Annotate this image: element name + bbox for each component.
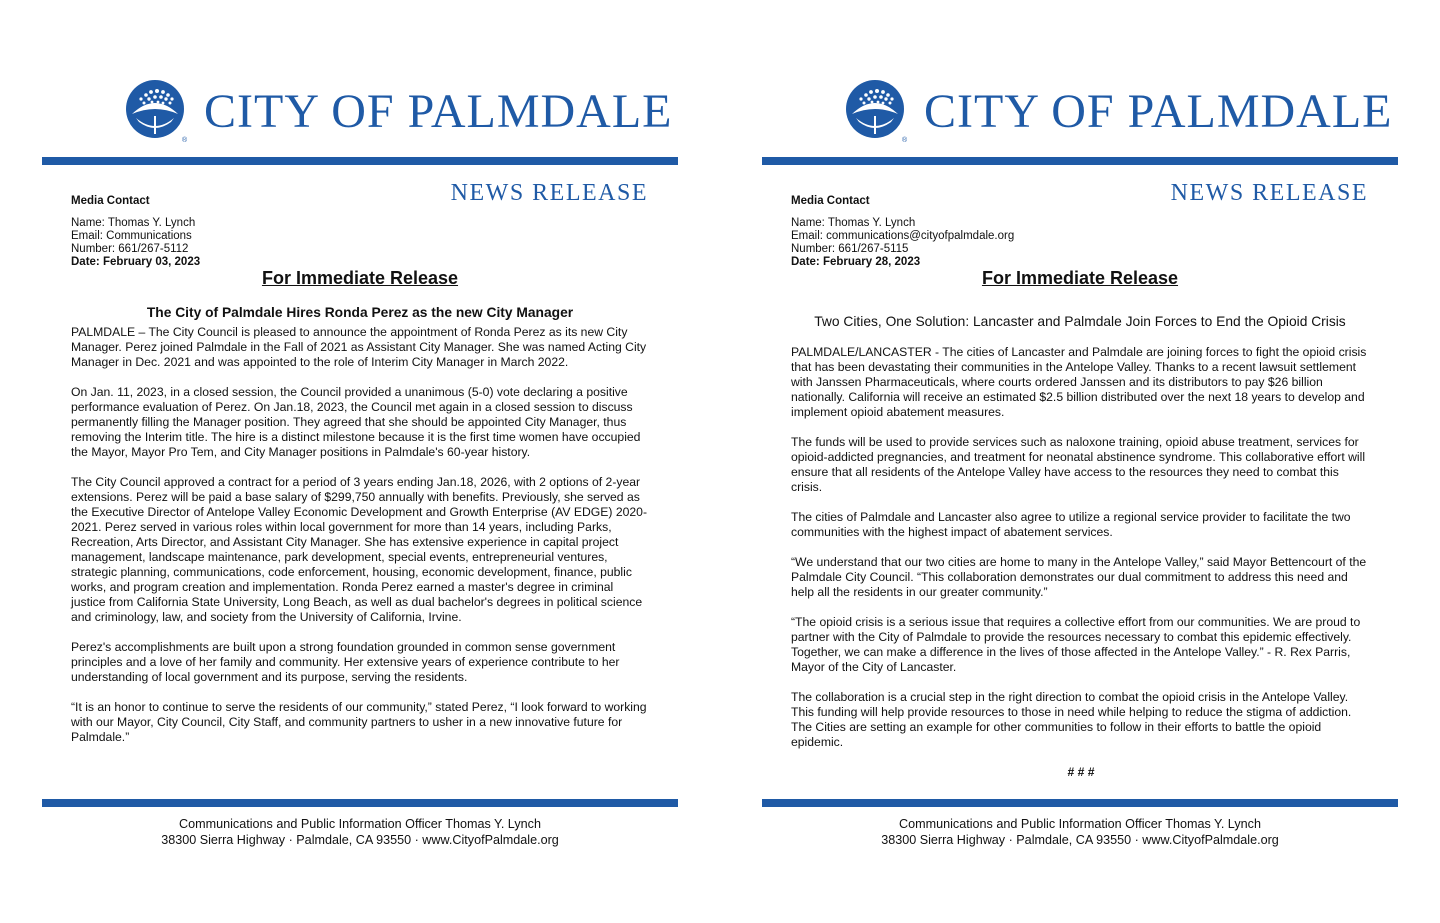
logo-wordmark	[924, 86, 1392, 138]
footer-address-line: 38300 Sierra Highway · Palmdale, CA 93550 · www.CityofPalmdale.org	[881, 833, 1279, 847]
media-contact-heading: Media Contact	[791, 195, 870, 207]
body-paragraph: PALMDALE – The City Council is pleased to announce the appointment of Ronda Perez as its new City Manager. Perez joined Palmdale in the Fall of 2021 as Assistant City Manager. She was named Acting City Manager in Dec. 2021 and was appointed to the role of Interim City Manager in March 2022.	[71, 325, 647, 369]
body-paragraph: Perez's accomplishments are built upon a strong foundation grounded in common sense government principles and a love of her family and community. Her extensive years of experience contribute to her understanding of local government and its purpose, serving the residents.	[71, 640, 620, 684]
media-contact-block	[71, 195, 411, 269]
logo-text-city-of: CITY OF	[924, 85, 1115, 138]
page-footer	[762, 816, 1398, 848]
footer-divider	[42, 799, 678, 807]
city-of-palmdale-logo	[844, 76, 1393, 148]
for-immediate-release-heading: For Immediate Release	[981, 268, 1179, 288]
media-contact-block	[791, 195, 1131, 269]
news-release-title: NEWS RELEASE	[1170, 180, 1368, 206]
contact-number: Number: 661/267-5115	[791, 243, 909, 255]
news-release-title: NEWS RELEASE	[450, 180, 648, 206]
logo-text-palmdale: PALMDALE	[1127, 85, 1393, 138]
body-paragraph: “The opioid crisis is a serious issue that requires a collective effort from our communities. We are proud to partner with the City of Palmdale to provide the resources necessary to combat this epidemic effectively. Together, we can make a difference in the lives of those affected in the Antelope Valley.” - R. Rex Parris, Mayor of the City of Lancaster.	[791, 615, 1361, 674]
header-divider	[762, 157, 1398, 165]
logo-wordmark	[204, 86, 672, 138]
body-paragraph: “It is an honor to continue to serve the residents of our community,” stated Perez, “I look forward to working with our Mayor, City Council, City Staff, and community partners to usher in a new innovative future for Palmdale.”	[71, 700, 647, 744]
footer-address-line: 38300 Sierra Highway · Palmdale, CA 93550 · www.CityofPalmdale.org	[161, 833, 559, 847]
press-release-body	[71, 325, 651, 760]
footer-divider	[762, 799, 1398, 807]
body-paragraph: On Jan. 11, 2023, in a closed session, the Council provided a unanimous (5-0) vote declaring a positive performance evaluation of Perez. On Jan.18, 2023, the Council met again in a closed session to discuss permanently filling the Manager position. They agreed that she should be appointed City Manager, thus removing the Interim title. The hire is a distinct milestone because it is the first time women have occupied the Mayor, Mayor Pro Tem, and City Manager positions in Palmdale's 60-year history.	[71, 385, 641, 459]
body-paragraph: PALMDALE/LANCASTER - The cities of Lancaster and Palmdale are joining forces to fight the opioid crisis that has been devastating their communities in the Antelope Valley. Thanks to a recent lawsuit settlement with Janssen Pharmaceuticals, where courts ordered Janssen and its distributors to pay $26 billion nationally. California will receive an estimated $2.5 billion distributed over the next 18 years to develop and implement opioid abatement measures.	[791, 345, 1367, 419]
body-paragraph: The cities of Palmdale and Lancaster also agree to utilize a regional service provider to facilitate the two communities with the highest impact of abatement services.	[791, 510, 1351, 539]
end-of-release-mark: # # #	[1067, 765, 1095, 779]
header-divider	[42, 157, 678, 165]
city-of-palmdale-logo	[124, 76, 673, 148]
media-contact-heading: Media Contact	[71, 195, 150, 207]
body-paragraph: The funds will be used to provide services such as naloxone training, opioid abuse treatment, services for opioid-addicted pregnancies, and treatment for neonatal abstinence syndrome. This collaborative effort will ensure that all residents of the Antelope Valley have access to the resources they need to combat this crisis.	[791, 435, 1366, 494]
news-release-page-opioid	[762, 0, 1398, 923]
news-release-page-hiring	[42, 0, 678, 923]
palmdale-seal-icon	[124, 78, 190, 144]
registered-mark: ®	[902, 137, 908, 144]
contact-email: Email: communications@cityofpalmdale.org	[791, 230, 1015, 242]
release-date: Date: February 28, 2023	[791, 256, 921, 268]
registered-mark: ®	[182, 137, 188, 144]
footer-officer-line: Communications and Public Information Officer Thomas Y. Lynch	[899, 817, 1261, 831]
contact-name: Name: Thomas Y. Lynch	[71, 217, 196, 229]
body-paragraph: The City Council approved a contract for a period of 3 years ending Jan.18, 2026, with 2 options of 2-year extensions. Perez will be paid a base salary of $299,750 annually with benefits. Previously, she served as the Executive Director of Antelope Valley Economic Development and Growth Enterprise (AV EDGE) 2020-2021. Perez served in various roles within local government for more than 14 years, including Parks, Recreation, Arts Director, and Assistant City Manager. She has extensive experience in capital project management, landscape maintenance, park development, special events, entrepreneurial ventures, strategic planning, communications, code enforcement, housing, economic development, finance, public works, and program creation and implementation. Ronda Perez earned a master's degree in criminal justice from California State University, Long Beach, as well as dual bachelor's degrees in political science and criminology, law, and society from the University of California, Irvine.	[71, 475, 648, 624]
press-release-body	[791, 345, 1371, 795]
for-immediate-release-heading: For Immediate Release	[261, 268, 459, 288]
contact-number: Number: 661/267-5112	[71, 243, 189, 255]
logo-text-city-of: CITY OF	[204, 85, 395, 138]
footer-officer-line: Communications and Public Information Officer Thomas Y. Lynch	[179, 817, 541, 831]
logo-text-palmdale: PALMDALE	[407, 85, 673, 138]
press-release-headline: The City of Palmdale Hires Ronda Perez as the new City Manager	[146, 305, 574, 320]
body-paragraph: The collaboration is a crucial step in the right direction to combat the opioid crisis in the Antelope Valley. This funding will help provide resources to those in need while helping to reduce the stigma of addiction. The Cities are setting an example for other communities to follow in their efforts to battle the opioid epidemic.	[791, 690, 1352, 749]
body-paragraph: “We understand that our two cities are home to many in the Antelope Valley,” said Mayor Bettencourt of the Palmdale City Council. “This collaboration demonstrates our dual commitment to address this need and help all the residents in our greater community.”	[791, 555, 1367, 599]
contact-name: Name: Thomas Y. Lynch	[791, 217, 916, 229]
release-date: Date: February 03, 2023	[71, 256, 201, 268]
contact-email: Email: Communications	[71, 230, 192, 242]
page-footer	[42, 816, 678, 848]
press-release-headline: Two Cities, One Solution: Lancaster and Palmdale Join Forces to End the Opioid Crisis	[814, 314, 1346, 329]
palmdale-seal-icon	[844, 78, 910, 144]
